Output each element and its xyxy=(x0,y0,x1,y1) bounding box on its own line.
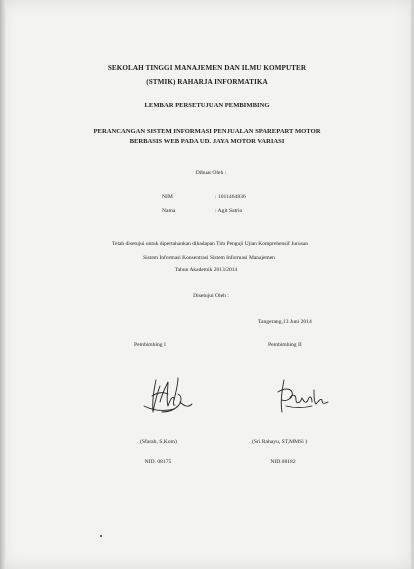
advisor1-signature xyxy=(138,372,196,418)
advisor2-nid: NID.08182 xyxy=(270,459,296,465)
nim-value: : 1011464836 xyxy=(215,194,246,200)
institution-subname: (STMIK) RAHARJA INFORMATIKA xyxy=(146,78,268,86)
advisor2-name: (Sri Rahayu, ST,MMSi ) xyxy=(252,439,308,445)
ink-speck xyxy=(100,535,102,537)
approval-text-line3: Tahun Akademik 2013/2014 xyxy=(174,267,238,273)
place-date: Tangerang,13 Juni 2014 xyxy=(258,319,312,325)
advisor1-nid: NID. 08175 xyxy=(144,459,172,465)
institution-name: SEKOLAH TINGGI MANAJEMEN DAN ILMU KOMPUTER xyxy=(107,64,307,72)
advisor2-role: Pembimbing II xyxy=(268,342,302,348)
made-by-label: Dibuat Oleh : xyxy=(195,170,227,176)
nim-label: NIM xyxy=(162,194,173,200)
approval-text-line1: Telah disetujui untuk dipertahankan dihadapan Tim Penguji Ujian Komprehensif Jurusan xyxy=(112,241,308,247)
advisor1-name: (Sfarah, S.Kom) xyxy=(140,439,177,445)
student-name-label: Nama xyxy=(162,208,176,214)
project-title-line2: BERBASIS WEB PADA UD. JAYA MOTOR VARIASI xyxy=(129,138,285,145)
approval-text-line2: Sistem Informasi Konsentrasi Sistem Informasi Manajemen xyxy=(143,255,275,261)
document-title: LEMBAR PERSETUJUAN PEMBIMBING xyxy=(144,102,270,109)
student-name-value: : Agit Satrio xyxy=(215,208,243,214)
approved-by-label: Disetujui Oleh : xyxy=(193,293,229,299)
advisor2-signature xyxy=(272,376,332,416)
project-title-line1: PERANCANGAN SISTEM INFORMASI PENJUALAN SPAREPART MOTOR xyxy=(93,128,321,135)
advisor1-role: Pembimbing I xyxy=(134,342,166,348)
